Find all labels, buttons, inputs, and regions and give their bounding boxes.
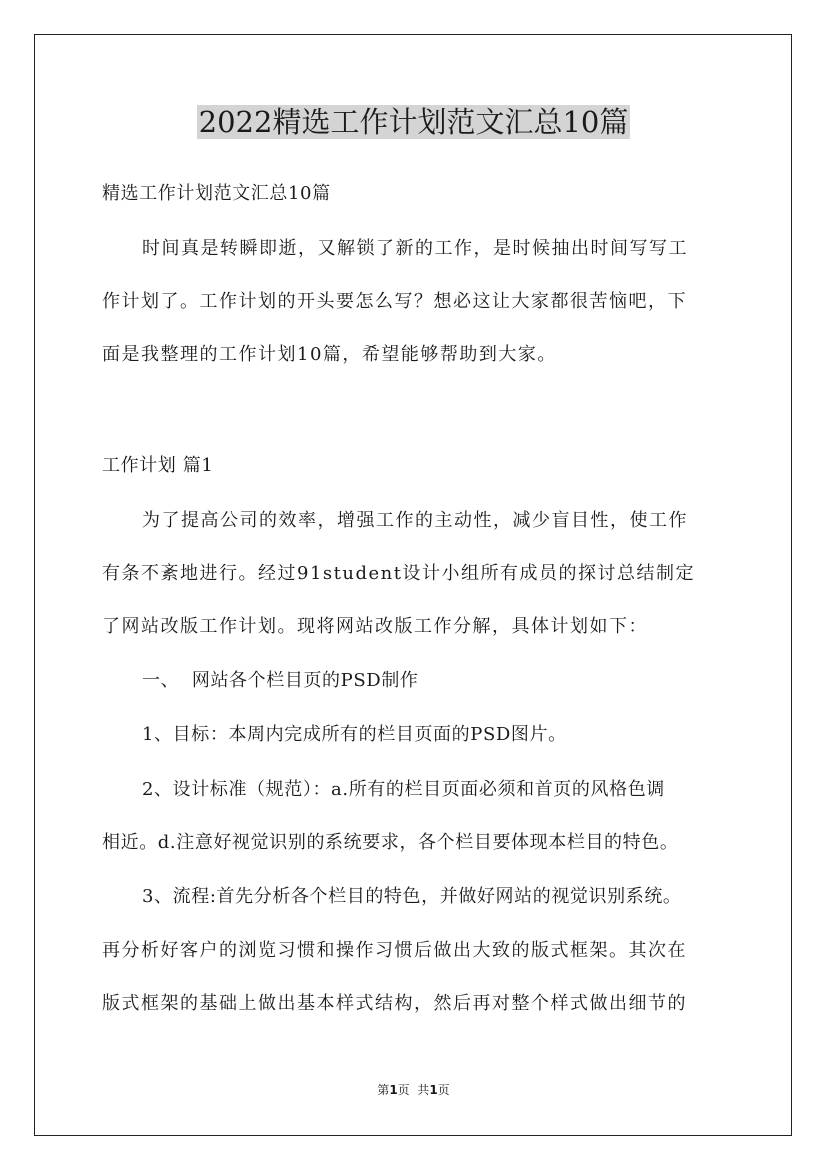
item-heading: 一、 网站各个栏目页的PSD制作 <box>142 670 419 691</box>
section-line-3: 了网站改版工作计划。现将网站改版工作分解，具体计划如下： <box>102 616 648 637</box>
item-1: 1、目标：本周内完成所有的栏目页面的PSD图片。 <box>142 724 567 745</box>
intro-line-2: 作计划了。工作计划的开头要怎么写？想必这让大家都很苦恼吧，下 <box>102 291 687 312</box>
footer-total-pages: 1 <box>429 1083 438 1097</box>
item-3-line-3: 版式框架的基础上做出基本样式结构，然后再对整个样式做出细节的 <box>102 993 687 1014</box>
document-title <box>0 100 827 144</box>
footer-middle: 页 共 <box>397 1083 430 1097</box>
intro-line-1: 时间真是转瞬即逝，又解锁了新的工作，是时候抽出时间写写工 <box>142 238 688 259</box>
intro-line-3: 面是我整理的工作计划10篇，希望能够帮助到大家。 <box>102 344 557 365</box>
item-3-line-2: 再分析好客户的浏览习惯和操作习惯后做出大致的版式框架。其次在 <box>102 940 687 961</box>
item-2-line-1: 2、设计标准（规范）：a.所有的栏目页面必须和首页的风格色调 <box>142 779 665 800</box>
section-line-1: 为了提高公司的效率，增强工作的主动性，减少盲目性，使工作 <box>142 510 688 531</box>
item-2-line-2: 相近。d.注意好视觉识别的系统要求，各个栏目要体现本栏目的特色。 <box>102 832 679 853</box>
footer-page-number: 1 <box>389 1083 398 1097</box>
subtitle: 精选工作计划范文汇总10篇 <box>102 183 331 204</box>
document-title-text: 2022精选工作计划范文汇总10篇 <box>198 105 629 139</box>
section-line-2: 有条不紊地进行。经过91student设计小组所有成员的探讨总结制定 <box>102 563 695 584</box>
item-3-line-1: 3、流程:首先分析各个栏目的特色，并做好网站的视觉识别系统。 <box>142 886 682 907</box>
page-footer <box>0 1082 827 1098</box>
footer-prefix: 第 <box>377 1083 390 1097</box>
section-heading: 工作计划 篇1 <box>102 455 214 476</box>
footer-suffix: 页 <box>437 1083 450 1097</box>
